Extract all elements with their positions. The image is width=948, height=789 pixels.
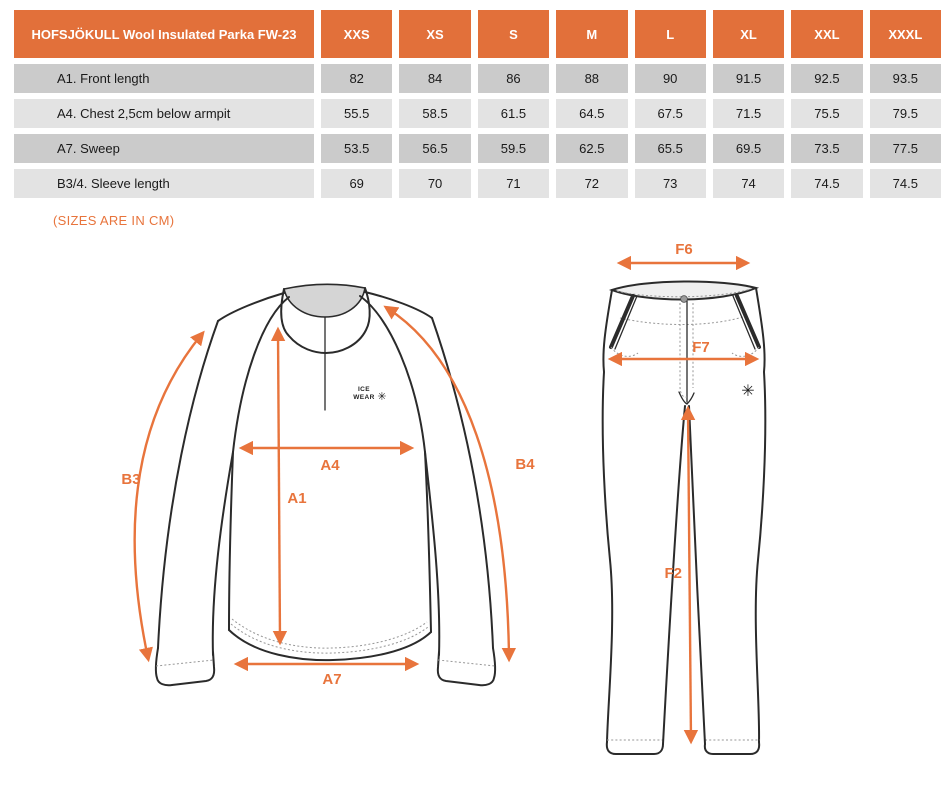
size-header-xxs: XXS: [321, 10, 392, 58]
size-header-xxxl: XXXL: [870, 10, 941, 58]
jacket-diagram: [121, 284, 535, 688]
measurement-label: A7. Sweep: [14, 134, 314, 163]
pants-diagram: [603, 241, 766, 754]
measurement-value: 73: [635, 169, 706, 198]
left-leg-cuff: [607, 742, 663, 754]
left-outer-seam: [603, 290, 613, 742]
right-leg-cuff: [705, 742, 759, 754]
measurement-value: 84: [399, 64, 470, 93]
waistband-bottom-stitch: [620, 316, 746, 325]
measurement-value: 69.5: [713, 134, 784, 163]
measurement-value: 58.5: [399, 99, 470, 128]
left-raglan-seam: [233, 297, 289, 452]
measurement-value: 72: [556, 169, 627, 198]
right-outer-seam: [756, 288, 766, 742]
hem-line: [229, 630, 431, 660]
measurement-value: 67.5: [635, 99, 706, 128]
measurement-value: 74: [713, 169, 784, 198]
measurement-value: 75.5: [791, 99, 862, 128]
measure-arrow-a1: [278, 331, 280, 641]
fly-stitch-left: [680, 303, 687, 397]
measurement-value: 92.5: [791, 64, 862, 93]
measurement-value: 69: [321, 169, 392, 198]
measurement-value: 59.5: [478, 134, 549, 163]
measure-label-a1: A1: [287, 490, 307, 507]
units-note: (SIZES ARE IN CM): [53, 213, 175, 228]
measurement-value: 70: [399, 169, 470, 198]
measurement-value: 62.5: [556, 134, 627, 163]
measure-label-f7: F7: [692, 339, 710, 356]
size-header-m: M: [556, 10, 627, 58]
brand-snowflake-icon: ✳: [377, 390, 387, 403]
right-shoulder-line: [365, 292, 432, 318]
right-sleeve-outer: [432, 318, 493, 648]
measurement-value: 86: [478, 64, 549, 93]
measurement-value: 77.5: [870, 134, 941, 163]
measurement-value: 90: [635, 64, 706, 93]
left-pocket-edge: [615, 296, 637, 349]
measure-label-a4: A4: [320, 457, 340, 474]
brand-logo-line1: ICE: [357, 386, 371, 393]
left-pocket-opening: [611, 296, 633, 347]
size-header-xs: XS: [399, 10, 470, 58]
measurement-value: 65.5: [635, 134, 706, 163]
measurement-value: 56.5: [399, 134, 470, 163]
left-cuff-stitch: [156, 660, 214, 666]
measurement-value: 71.5: [713, 99, 784, 128]
measurement-value: 55.5: [321, 99, 392, 128]
body-left-seam: [229, 452, 233, 630]
measure-label-b4: B4: [515, 456, 535, 473]
collar-inner: [284, 284, 365, 317]
measure-arrow-b3: [135, 334, 202, 658]
measurement-value: 74.5: [870, 169, 941, 198]
measurement-value: 74.5: [791, 169, 862, 198]
measurement-value: 82: [321, 64, 392, 93]
size-header-l: L: [635, 10, 706, 58]
measure-label-a7: A7: [322, 671, 342, 688]
size-header-xl: XL: [713, 10, 784, 58]
measure-label-b3: B3: [121, 471, 141, 488]
measurement-value: 88: [556, 64, 627, 93]
size-header-s: S: [478, 10, 549, 58]
measurement-value: 73.5: [791, 134, 862, 163]
measurement-value: 79.5: [870, 99, 941, 128]
measurement-value: 64.5: [556, 99, 627, 128]
left-cuff: [156, 648, 214, 685]
right-cuff-stitch: [438, 660, 495, 666]
hem-stitch-2: [232, 619, 427, 648]
measure-label-f2: F2: [664, 565, 682, 582]
measurement-label: A1. Front length: [14, 64, 314, 93]
right-cuff: [438, 648, 495, 685]
measurement-value: 71: [478, 169, 549, 198]
measurement-label: A4. Chest 2,5cm below armpit: [14, 99, 314, 128]
waist-button: [681, 296, 688, 303]
size-header-xxl: XXL: [791, 10, 862, 58]
measurement-value: 61.5: [478, 99, 549, 128]
left-shoulder-line: [218, 293, 284, 321]
brand-logo: [353, 386, 386, 403]
product-title: HOFSJÖKULL Wool Insulated Parka FW-23: [14, 10, 314, 58]
measurement-value: 93.5: [870, 64, 941, 93]
measure-label-f6: F6: [675, 241, 693, 258]
measurement-label: B3/4. Sleeve length: [14, 169, 314, 198]
pants-snowflake-icon: ✳: [741, 381, 755, 400]
measurement-value: 53.5: [321, 134, 392, 163]
right-pocket-opening: [737, 296, 759, 347]
right-pocket-edge: [733, 296, 755, 349]
brand-logo-line2: WEAR: [353, 394, 375, 401]
left-sleeve-outer: [158, 321, 218, 648]
measurement-value: 91.5: [713, 64, 784, 93]
